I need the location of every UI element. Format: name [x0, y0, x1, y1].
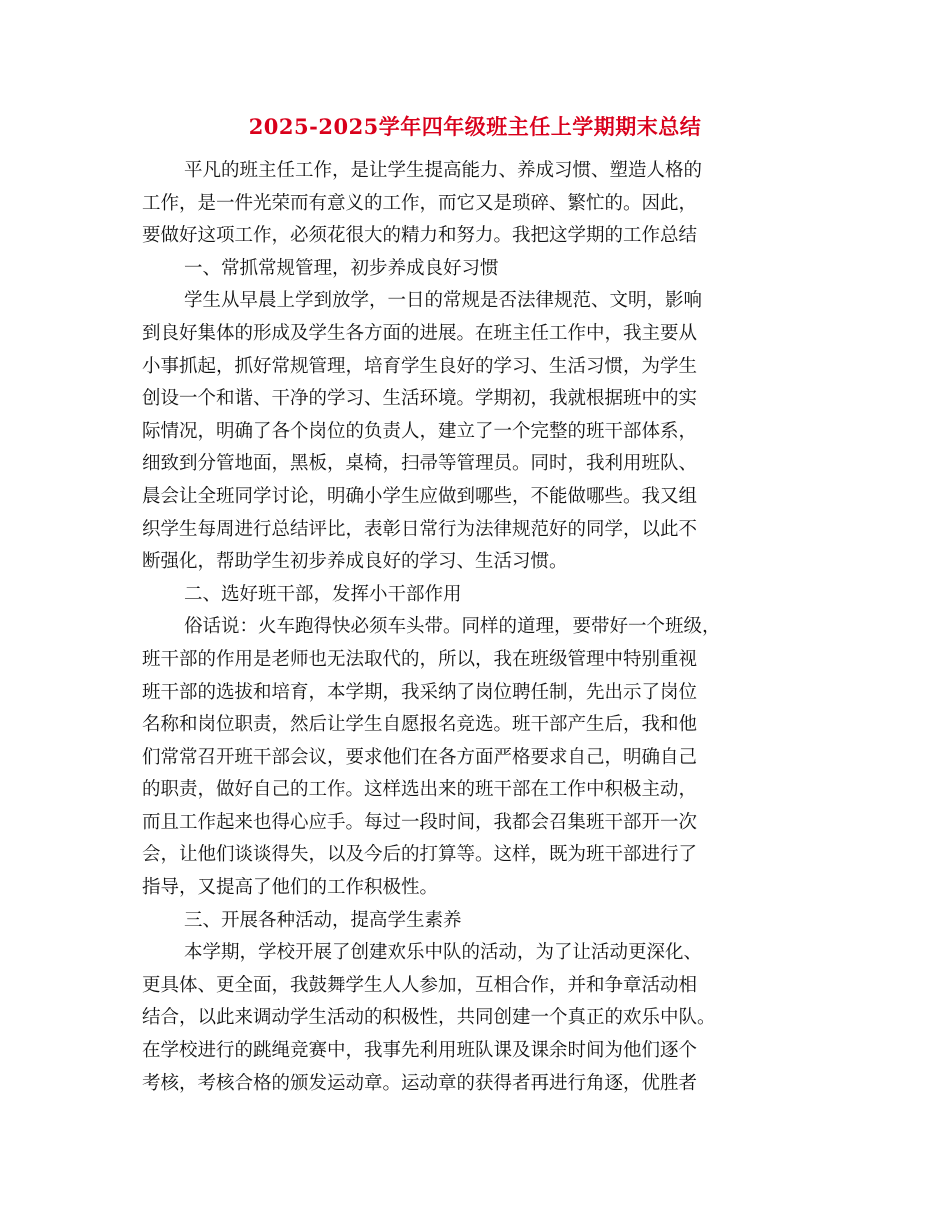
- text-line: 工作，是一件光荣而有意义的工作，而它又是琐碎、繁忙的。因此，: [142, 192, 698, 214]
- text-line: 本学期，学校开展了创建欢乐中队的活动，为了让活动更深化、: [184, 942, 703, 964]
- text-line: 的职责，做好自己的工作。这样选出来的班干部在工作中积极主动，: [142, 779, 698, 801]
- text-line: 三、开展各种活动，提高学生素养: [184, 909, 462, 931]
- text-line: 晨会让全班同学讨论，明确小学生应做到哪些，不能做哪些。我又组: [142, 485, 698, 507]
- document-title: 2025-2025学年四年级班主任上学期期末总结: [248, 114, 702, 139]
- text-line: 会，让他们谈谈得失，以及今后的打算等。这样，既为班干部进行了: [142, 844, 698, 866]
- text-line: 们常常召开班干部会议，要求他们在各方面严格要求自己，明确自己: [142, 746, 698, 768]
- text-line: 名称和岗位职责，然后让学生自愿报名竞选。班干部产生后，我和他: [142, 714, 698, 736]
- text-line: 二、选好班干部，发挥小干部作用: [184, 583, 462, 605]
- text-line: 而且工作起来也得心应手。每过一段时间，我都会召集班干部开一次: [142, 811, 698, 833]
- text-line: 一、常抓常规管理，初步养成良好习惯: [184, 257, 499, 279]
- text-line: 际情况，明确了各个岗位的负责人，建立了一个完整的班干部体系，: [142, 420, 698, 442]
- text-line: 更具体、更全面，我鼓舞学生人人参加，互相合作，并和争章活动相: [142, 974, 698, 996]
- text-line: 班干部的选拔和培育，本学期，我采纳了岗位聘任制，先出示了岗位: [142, 681, 698, 703]
- text-line: 断强化，帮助学生初步养成良好的学习、生活习惯。: [142, 551, 568, 573]
- text-line: 细致到分管地面，黑板，桌椅，扫帚等管理员。同时，我利用班队、: [142, 453, 698, 475]
- text-line: 到良好集体的形成及学生各方面的进展。在班主任工作中，我主要从: [142, 322, 698, 344]
- text-line: 学生从早晨上学到放学，一日的常规是否法律规范、文明，影响: [184, 290, 703, 312]
- text-line: 织学生每周进行总结评比，表彰日常行为法律规范好的同学，以此不: [142, 518, 698, 540]
- text-line: 创设一个和谐、干净的学习、生活环境。学期初，我就根据班中的实: [142, 388, 698, 410]
- text-line: 小事抓起，抓好常规管理，培育学生良好的学习、生活习惯，为学生: [142, 355, 698, 377]
- text-line: 班干部的作用是老师也无法取代的，所以，我在班级管理中特别重视: [142, 648, 698, 670]
- text-line: 结合，以此来调动学生活动的积极性，共同创建一个真正的欢乐中队。: [142, 1007, 716, 1029]
- document-body: [142, 155, 812, 1100]
- text-line: 俗话说：火车跑得快必须车头带。同样的道理，要带好一个班级，: [184, 616, 721, 638]
- text-line: 平凡的班主任工作，是让学生提高能力、养成习惯、塑造人格的: [184, 160, 703, 181]
- text-line: 考核，考核合格的颁发运动章。运动章的获得者再进行角逐，优胜者: [142, 1072, 698, 1094]
- text-line: 指导，又提高了他们的工作积极性。: [142, 877, 439, 899]
- text-line: 在学校进行的跳绳竞赛中，我事先利用班队课及课余时间为他们逐个: [142, 1040, 698, 1062]
- text-line: 要做好这项工作，必须花很大的精力和努力。我把这学期的工作总结: [142, 225, 698, 247]
